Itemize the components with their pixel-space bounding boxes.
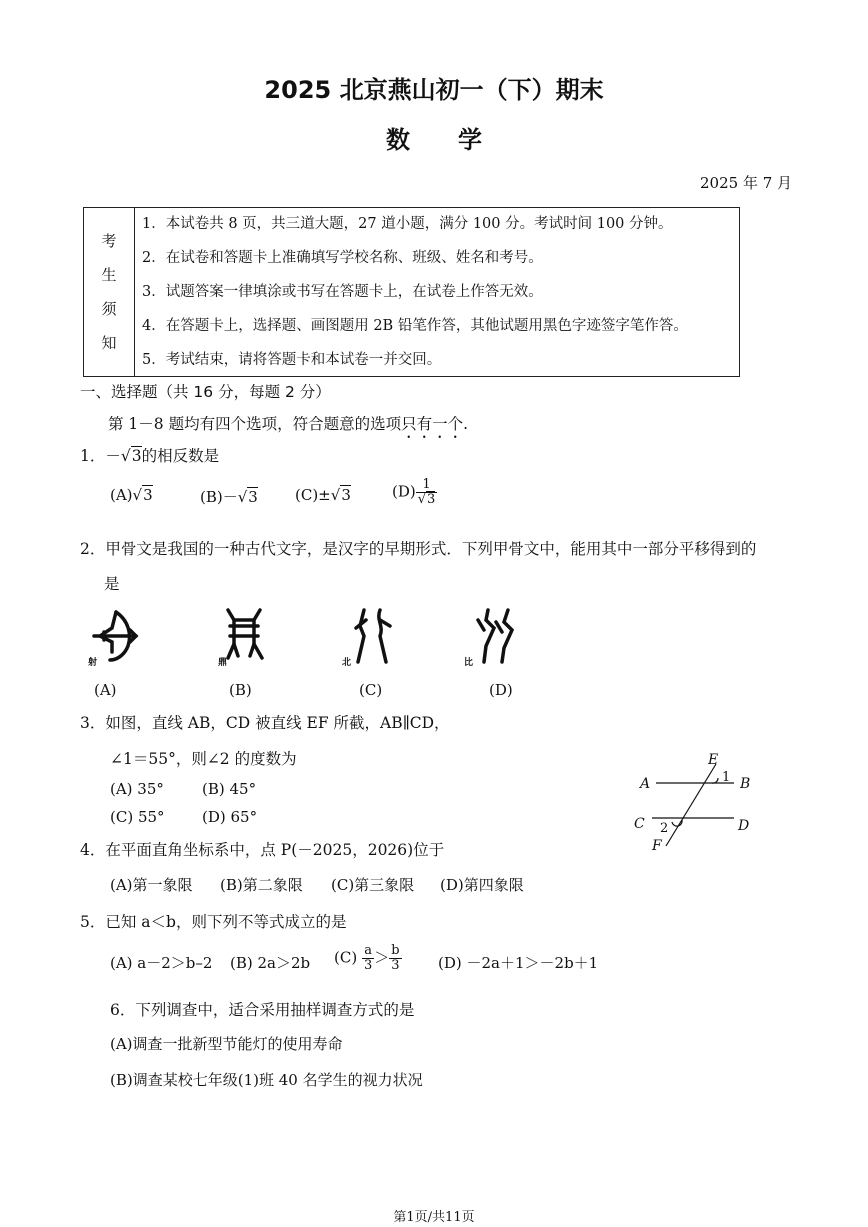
figure-angle-1: 1	[722, 770, 731, 785]
fraction-numerator: a	[362, 944, 374, 959]
notice-head-char: 须	[101, 300, 117, 318]
q2-option-a: (A)	[94, 681, 117, 699]
option-label: (C)±	[295, 486, 331, 504]
option-value: 3	[143, 486, 153, 504]
q4-option-c: (C)第三象限	[331, 876, 415, 894]
notice-line: 3．试题答案一律填涂或书写在答题卡上，在试卷上作答无效。	[142, 284, 543, 300]
notice-line: 5．考试结束，请将答题卡和本试卷一并交回。	[142, 352, 442, 368]
instruction-text: 第 1－8 题均有四个选项，符合题意的选项	[108, 415, 402, 433]
q5-option-c	[334, 944, 402, 973]
fraction-denominator-value: 3	[427, 492, 436, 507]
notice-head-char: 考	[101, 232, 117, 250]
question-6: 6．下列调查中，适合采用抽样调查方式的是	[110, 1001, 415, 1019]
parallel-lines-figure	[628, 750, 760, 858]
notice-box	[83, 207, 740, 377]
q3-option-d: (D) 65°	[202, 808, 258, 826]
question-4: 4．在平面直角坐标系中，点 P(－2025，2026)位于	[80, 841, 445, 859]
exam-title: 2025 北京燕山初一（下）期末	[264, 76, 604, 104]
q5-gt-sign: ＞	[374, 948, 390, 967]
q2-option-b: (B)	[229, 681, 252, 699]
option-label: (A)	[110, 486, 133, 504]
oracle-glyph-bi-icon	[474, 606, 522, 666]
figure-label-d: D	[738, 818, 750, 834]
fraction-denominator: 3	[391, 958, 400, 973]
notice-line: 2．在试卷和答题卡上准确填写学校名称、班级、姓名和考号。	[142, 250, 543, 266]
option-label: (C)	[334, 948, 358, 967]
question-2-line1: 2．甲骨文是我国的一种古代文字，是汉字的早期形式．下列甲骨文中，能用其中一部分平移得到的	[80, 540, 757, 558]
glyph-caption-b: 鼎	[218, 658, 228, 668]
option-value: 3	[248, 488, 258, 506]
oracle-glyph-ding-icon	[220, 606, 268, 666]
subject-title: 数 学	[386, 126, 482, 154]
q5-option-a: (A) a－2＞b–2	[110, 954, 213, 972]
q3-option-c: (C) 55°	[110, 808, 165, 826]
section-instruction	[108, 412, 468, 442]
glyph-caption-d: 比	[464, 658, 474, 668]
oracle-glyph-bei-icon	[350, 606, 396, 666]
question-2-line2: 是	[104, 575, 120, 593]
fraction-denominator: √3	[417, 492, 436, 507]
q6-option-b: (B)调查某校七年级(1)班 40 名学生的视力状况	[110, 1071, 423, 1089]
q1-option-d	[392, 478, 437, 507]
figure-label-c: C	[634, 816, 645, 832]
q3-option-a: (A) 35°	[110, 780, 164, 798]
question-3-line1: 3．如图，直线 AB，CD 被直线 EF 所截，AB∥CD，	[80, 714, 450, 732]
figure-label-a: A	[640, 776, 651, 792]
q1-stem-prefix: 1．－	[80, 447, 121, 465]
q1-sqrt-value: 3	[131, 447, 142, 465]
notice-head-char: 知	[101, 334, 117, 352]
q6-option-a: (A)调查一批新型节能灯的使用寿命	[110, 1035, 343, 1053]
q1-stem-suffix: 的相反数是	[141, 447, 220, 465]
instruction-suffix: .	[463, 415, 469, 433]
question-5: 5．已知 a＜b，则下列不等式成立的是	[80, 913, 347, 931]
q4-option-a: (A)第一象限	[110, 876, 193, 894]
option-label: (D)	[392, 482, 416, 501]
q1-option-b: (B)－√3	[200, 488, 258, 506]
figure-label-b: B	[740, 776, 751, 792]
glyph-caption-c: 北	[342, 658, 352, 668]
q2-option-c: (C)	[359, 681, 383, 699]
question-1: 1．－√3的相反数是	[80, 447, 220, 465]
notice-line: 1．本试卷共 8 页，共三道大题，27 道小题，满分 100 分。考试时间 100 分钟。	[142, 216, 673, 232]
glyph-caption-a: 射	[88, 658, 98, 668]
q1-option-a: (A)√3	[110, 486, 153, 504]
option-value: 3	[341, 486, 351, 504]
notice-head-char: 生	[101, 266, 117, 284]
page-footer: 第1页/共11页	[393, 1210, 475, 1225]
exam-date: 2025 年 7 月	[700, 174, 793, 192]
q4-option-b: (B)第二象限	[220, 876, 303, 894]
figure-label-f: F	[652, 838, 662, 854]
figure-label-e: E	[708, 752, 719, 768]
instruction-emphasis: 只有一个	[401, 415, 464, 433]
figure-angle-2: 2	[660, 821, 669, 836]
q3-option-b: (B) 45°	[202, 780, 257, 798]
q5-fraction-b	[389, 944, 401, 973]
q2-option-d: (D)	[489, 681, 513, 699]
fraction-numerator: b	[391, 943, 400, 958]
notice-line: 4．在答题卡上，选择题、画图题用 2B 铅笔作答，其他试题用黑色字迹签字笔作答。	[142, 318, 688, 334]
option-label: (B)－	[200, 488, 238, 506]
q4-option-d: (D)第四象限	[440, 876, 524, 894]
fraction-numerator: 1	[416, 478, 438, 493]
q1-option-c: (C)±√3	[295, 486, 351, 504]
q5-fraction-a	[362, 944, 374, 973]
q1-fraction	[416, 478, 438, 507]
section-heading: 一、选择题（共 16 分，每题 2 分）	[80, 383, 331, 401]
q5-option-d: (D) －2a＋1＞－2b＋1	[438, 954, 599, 972]
question-3-line2: ∠1＝55°，则∠2 的度数为	[110, 750, 297, 768]
fraction-denominator: 3	[363, 958, 373, 973]
q5-option-b: (B) 2a＞2b	[230, 954, 311, 972]
